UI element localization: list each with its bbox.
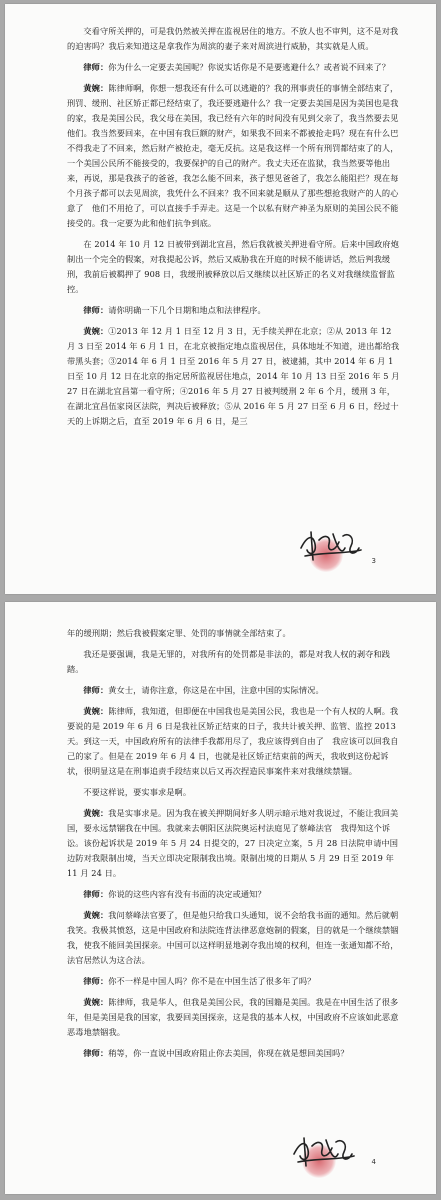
paragraph-text: ①2013 年 12 月 1 日至 12 月 3 日，无手续关押在北京；②从 2013 年 12 月 3 日至 2014 年 6 月 1 日，在北京被指定地点监视居住，具体地址不知道，进出都给我带黑头套；③2014 年 6 月 1 日至 2016 年 5 月 27 日，被逮捕，其中 2014 年 6 月 1 日至 10 月 12 日在北京的指定居所监视居住地点，2014 年 10 月 13 日至 2016 年 5 月 27 日在湖北宜昌第一看守所；④2016 年 5 月 27 日被判缓刑 2 年 6 个月，缓刑 3 年，在湖北宜昌伍家岗区法院，判决后被释放；⑤从 2016 年 5 月 27 日至 6 月 6 日，经过十天的上诉期之后，直至 2019 年 6 月 6 日，是三 xyxy=(67,326,400,426)
speaker-label: 黄婉： xyxy=(83,910,109,920)
speaker-label: 黄婉： xyxy=(83,326,109,336)
signature-with-seal xyxy=(288,1132,358,1180)
speaker-label: 律师： xyxy=(83,1048,109,1058)
paragraph xyxy=(67,324,402,429)
paragraph xyxy=(67,647,402,677)
paragraph-text: 陈律师啊，你想一想我还有什么可以逃避的？我的刑事责任的事情全部结束了，刑罚、缓刑、社区矫正都已经结束了，我还要逃避什么？我一定要去美国是因为美国也是我的家，我是美国公民，我父母在美国，我已经有六年的时间没有见到父亲了，我当然要去见他们。我当然要回来，在中国有我巨额的财产，如果我不回来不都被抢走吗？现在有什么巴不得我走了不回来，然后财产被抢走，毫无反抗。这是我这样一个所有刑罚都结束了的人，一个美国公民所不能接受的，我要保护的自己的财产。我丈夫还在监狱，我当然要等他出来，再说，那是我孩子的爸爸，我怎么能不回来，孩子想见爸爸了，我怎么能阻拦？现在每个月孩子都可以去见周滨，我凭什么不回来？我不回来就是顺从了那些想抢我财产的人的心意了 他们不用抢了，可以直接手手弄走。这是一个以私有财产神圣为原则的美国公民不能接受的。我一定要为此和他们抗争到底。 xyxy=(67,83,399,228)
page-body xyxy=(67,626,402,1067)
paragraph-text: 请你明确一下几个日期和地点和法律程序。 xyxy=(108,305,266,315)
paragraph xyxy=(67,24,402,54)
paragraph xyxy=(67,1046,402,1061)
paragraph-text: 在 2014 年 10 月 12 日被带到湖北宜昌，然后我就被关押进看守所。后来中国政府炮制出一个完全的假案，对我提起公诉，然后又威胁我在开庭的时候不能讲话，然后判我缓刑，我前后被羁押了 908 日，我缓刑被释放以后又继续以社区矫正的名义对我继续监督监控。 xyxy=(67,239,399,294)
speaker-label: 黄婉： xyxy=(83,83,109,93)
paragraph-text: 我是实事求是。因为我在被关押期间好多人明示暗示地对我说过，不能让我回美国，要永远禁锢我在中国。我就来去朝阳区法院奥运村法庭见了蔡峰法官 我得知这个诉讼。该份起诉状是 2019 年 5 月 24 日提交的，27 日决定立案，5 月 28 日法院申请中国边防对我限制出境，当天立即决定限制我出境。限制出境的日期从 5 月 29 日至 2019 年 11 月 24 日。 xyxy=(67,808,399,878)
paragraph xyxy=(67,704,402,779)
paragraph xyxy=(67,908,402,968)
paragraph xyxy=(67,626,402,641)
paragraph-text: 黄女士，请你注意，你这是在中国，注意中国的实际情况。 xyxy=(108,685,324,695)
paragraph-text: 陈律师，我是华人，但我是美国公民，我的国籍是美国。我是在中国生活了很多年，但是美国是我的国家，我要回美国探亲，这是我的基本人权，中国政府不应该如此恶意恶毒地禁锢我。 xyxy=(67,997,399,1037)
speaker-label: 律师： xyxy=(83,62,109,72)
paragraph-text: 我还是要强调，我是无罪的，对我所有的处罚都是非法的，都是对我人权的剥夺和践踏。 xyxy=(67,649,391,674)
paragraph-text: 交看守所关押的，可是我仍然被关押在监视居住的地方。不放人也不审判，这不是对我的迫害吗？我后来知道这是拿我作为周滨的妻子来对周滨进行威胁，其实就是人质。 xyxy=(67,26,399,51)
paragraph-text: 年的缓刑期；然后我被假案定罪、处罚的事情就全部结束了。 xyxy=(67,628,291,638)
signature-with-seal xyxy=(295,526,365,574)
speaker-label: 律师： xyxy=(83,889,109,899)
page-number: 4 xyxy=(371,1158,376,1166)
speaker-label: 律师： xyxy=(83,305,109,315)
paragraph xyxy=(67,60,402,75)
speaker-label: 黄婉： xyxy=(83,808,109,818)
paragraph-text: 不要这样说，要实事求是啊。 xyxy=(83,787,192,797)
paragraph xyxy=(67,806,402,881)
paragraph-text: 你为什么一定要去美国呢？你说实话你是不是要逃避什么？或者说不回来了？ xyxy=(108,62,391,72)
handwritten-signature-icon xyxy=(288,1132,358,1172)
document-page xyxy=(5,4,436,594)
page-body xyxy=(67,24,402,435)
paragraph-text: 你不一样是中国人吗？你不是在中国生活了很多年了吗？ xyxy=(108,976,316,986)
handwritten-signature-icon xyxy=(295,526,365,566)
speaker-label: 律师： xyxy=(83,976,109,986)
document-page xyxy=(5,602,436,1194)
paragraph xyxy=(67,683,402,698)
paragraph xyxy=(67,81,402,231)
paragraph-text: 稍等，你一直说中国政府阻止你去美国，你现在就是想回美国吗？ xyxy=(108,1048,349,1058)
paragraph xyxy=(67,887,402,902)
page-number: 3 xyxy=(371,557,376,565)
paragraph xyxy=(67,303,402,318)
paragraph xyxy=(67,974,402,989)
paragraph xyxy=(67,785,402,800)
speaker-label: 黄婉： xyxy=(83,997,109,1007)
paragraph xyxy=(67,995,402,1040)
paragraph-text: 陈律师，我知道，但即便在中国我也是美国公民，我也是一个有人权的人啊。我要说的是 2019 年 6 月 6 日是我社区矫正结束的日子，我共计被关押、监管、监控 2013 天。到这一天，中国政府所有的法律手我都用尽了，我应该得到自由了 我应该可以回我自己的家了。但是在 2019 年 6 月 4 日，也就是社区矫正结束前的两天，我收到这份起诉状，很明显这是在刑事追责手段结束以后又再次捏造民事案件来对我继续禁锢。 xyxy=(67,706,399,776)
paragraph xyxy=(67,237,402,297)
paragraph-text: 你说的这些内容有没有书面的决定或通知？ xyxy=(108,889,266,899)
speaker-label: 黄婉： xyxy=(83,706,109,716)
paragraph-text: 我问蔡峰法官要了，但是他只给我口头通知，说不会给我书面的通知。然后就朝我笑。我极其愤怒，这是中国政府和法院连背法律恶意炮制的假案，目的就是一个继续禁锢我，使我不能回美国探亲。中国可以这样明显地剥夺我出境的权利，但连一张通知都不给，法官居然认为这合法。 xyxy=(67,910,399,965)
speaker-label: 律师： xyxy=(83,685,109,695)
